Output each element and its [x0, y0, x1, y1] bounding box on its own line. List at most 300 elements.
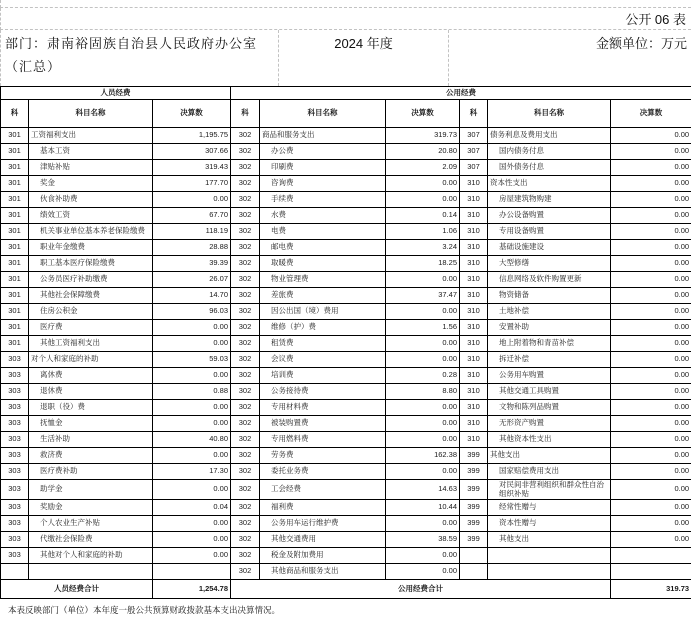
subject-name-cell: 公务接待费 [260, 384, 386, 400]
amount-cell: 0.00 [611, 320, 691, 336]
amount-unit-label: 金额单位：万元 [595, 36, 687, 51]
subject-name-cell: 国外债务付息 [488, 160, 611, 176]
table-row [1, 256, 691, 272]
subject-name-cell: 退职（役）费 [29, 400, 153, 416]
subject-name-cell: 其他工资福利支出 [29, 336, 153, 352]
subject-code-cell: 307 [460, 128, 488, 144]
subject-name-cell: 安置补助 [488, 320, 611, 336]
subject-code-cell: 301 [1, 160, 29, 176]
table-row [1, 464, 691, 480]
subject-name-cell: 医疗费补助 [29, 464, 153, 480]
table-row [1, 368, 691, 384]
subject-name-cell: 助学金 [29, 480, 153, 500]
amount-cell: 0.00 [611, 384, 691, 400]
subject-name-cell: 电费 [260, 224, 386, 240]
subject-name-cell: 物业管理费 [260, 272, 386, 288]
amount-cell: 17.30 [153, 464, 231, 480]
subject-name-cell: 税金及附加费用 [260, 548, 386, 564]
amount-cell: 0.00 [153, 400, 231, 416]
amount-cell: 0.14 [386, 208, 460, 224]
subject-code-cell: 301 [1, 256, 29, 272]
subject-code-cell [460, 548, 488, 564]
amount-cell: 0.00 [153, 320, 231, 336]
subject-code-cell: 310 [460, 368, 488, 384]
subject-name-cell: 无形资产购置 [488, 416, 611, 432]
subject-code-cell: 302 [231, 272, 260, 288]
amount-cell: 0.00 [153, 480, 231, 500]
amount-cell: 0.00 [386, 192, 460, 208]
amount-cell: 37.47 [386, 288, 460, 304]
table-row [1, 320, 691, 336]
sheet-label: 公开 06 表 [625, 12, 686, 27]
table-row [1, 288, 691, 304]
table-row [1, 500, 691, 516]
amount-cell: 0.00 [611, 464, 691, 480]
amount-cell: 319.43 [153, 160, 231, 176]
subject-name-cell: 专用燃料费 [260, 432, 386, 448]
subject-name-cell: 其他资本性支出 [488, 432, 611, 448]
amount-cell: 0.00 [611, 176, 691, 192]
table-row [1, 192, 691, 208]
amount-cell: 0.00 [611, 480, 691, 500]
subject-name-cell: 培训费 [260, 368, 386, 384]
table-row [1, 432, 691, 448]
subject-name-cell: 其他交通工具购置 [488, 384, 611, 400]
subject-code-cell: 302 [231, 416, 260, 432]
subject-code-cell [460, 564, 488, 580]
amount-cell: 59.03 [153, 352, 231, 368]
subject-name-cell: 其他社会保障缴费 [29, 288, 153, 304]
subject-name-cell: 基本工资 [29, 144, 153, 160]
subject-name-cell: 代缴社会保险费 [29, 532, 153, 548]
table-row [1, 208, 691, 224]
amount-cell: 0.00 [611, 208, 691, 224]
amount-cell: 0.00 [611, 448, 691, 464]
table-row [1, 532, 691, 548]
amount-cell: 0.00 [153, 448, 231, 464]
subject-name-cell: 资本性支出 [488, 176, 611, 192]
amount-cell: 0.00 [611, 224, 691, 240]
subject-name-cell: 救济费 [29, 448, 153, 464]
subject-code-cell: 307 [460, 144, 488, 160]
subject-name-cell: 房屋建筑物购建 [488, 192, 611, 208]
subject-name-cell: 劳务费 [260, 448, 386, 464]
subject-code-cell: 301 [1, 224, 29, 240]
subject-code-cell: 399 [460, 516, 488, 532]
subject-code-cell [1, 564, 29, 580]
subject-code-cell: 310 [460, 240, 488, 256]
subject-name-cell: 咨询费 [260, 176, 386, 192]
subject-code-cell: 303 [1, 384, 29, 400]
amount-cell [611, 564, 691, 580]
amount-cell: 0.00 [386, 400, 460, 416]
subject-code-cell: 302 [231, 432, 260, 448]
amount-column-header: 决算数 [153, 100, 231, 128]
amount-cell: 0.00 [386, 336, 460, 352]
personnel-total-value: 1,254.78 [153, 580, 231, 599]
table-row [1, 240, 691, 256]
subject-name-cell: 伙食补助费 [29, 192, 153, 208]
amount-cell: 0.00 [386, 272, 460, 288]
subject-name-cell: 手续费 [260, 192, 386, 208]
subject-code-cell: 310 [460, 352, 488, 368]
subject-code-cell: 302 [231, 448, 260, 464]
subject-code-cell: 303 [1, 480, 29, 500]
table-row [1, 384, 691, 400]
amount-cell: 0.00 [153, 192, 231, 208]
amount-cell: 0.00 [153, 532, 231, 548]
amount-cell: 0.00 [611, 352, 691, 368]
amount-cell: 177.70 [153, 176, 231, 192]
code-column-header: 科 [1, 100, 29, 128]
subject-code-cell: 303 [1, 432, 29, 448]
subject-name-cell [488, 548, 611, 564]
personnel-group-header: 人员经费 [1, 87, 231, 100]
subject-name-cell: 委托业务费 [260, 464, 386, 480]
subject-name-cell: 基础设施建设 [488, 240, 611, 256]
personnel-total-label: 人员经费合计 [1, 580, 153, 599]
budget-table [0, 86, 691, 599]
fiscal-year-label: 2024 年度 [279, 30, 449, 86]
amount-cell: 40.80 [153, 432, 231, 448]
subject-code-cell: 302 [231, 144, 260, 160]
table-row [1, 144, 691, 160]
subject-code-cell: 310 [460, 208, 488, 224]
table-body [1, 128, 691, 580]
amount-cell: 0.00 [153, 368, 231, 384]
subject-name-cell: 国家赔偿费用支出 [488, 464, 611, 480]
amount-cell: 0.00 [611, 532, 691, 548]
table-row [1, 160, 691, 176]
public-total-value: 319.73 [611, 580, 691, 599]
table-row [1, 448, 691, 464]
table-row [1, 128, 691, 144]
subject-name-cell: 对个人和家庭的补助 [29, 352, 153, 368]
amount-cell: 0.00 [611, 516, 691, 532]
table-row [1, 352, 691, 368]
amount-cell: 319.73 [386, 128, 460, 144]
table-row [1, 516, 691, 532]
subject-name-cell: 职业年金缴费 [29, 240, 153, 256]
subject-name-cell: 被装购置费 [260, 416, 386, 432]
subject-code-cell: 310 [460, 288, 488, 304]
amount-cell: 1.56 [386, 320, 460, 336]
subject-code-cell: 302 [231, 368, 260, 384]
subject-code-cell: 303 [1, 400, 29, 416]
amount-cell: 0.88 [153, 384, 231, 400]
table-row [1, 336, 691, 352]
amount-cell: 0.28 [386, 368, 460, 384]
subject-name-cell: 退休费 [29, 384, 153, 400]
subject-name-cell: 商品和服务支出 [260, 128, 386, 144]
subject-code-cell: 399 [460, 532, 488, 548]
subject-name-cell: 大型修缮 [488, 256, 611, 272]
subject-name-cell: 工资福利支出 [29, 128, 153, 144]
amount-cell: 67.70 [153, 208, 231, 224]
subject-name-cell: 办公设备购置 [488, 208, 611, 224]
amount-cell: 0.00 [153, 416, 231, 432]
subject-code-cell: 301 [1, 288, 29, 304]
subject-code-cell: 310 [460, 176, 488, 192]
subject-name-column-header: 科目名称 [488, 100, 611, 128]
subject-name-cell: 办公费 [260, 144, 386, 160]
subject-code-cell: 310 [460, 304, 488, 320]
amount-cell: 8.80 [386, 384, 460, 400]
subject-name-cell: 生活补助 [29, 432, 153, 448]
amount-cell: 28.88 [153, 240, 231, 256]
subject-name-cell: 取暖费 [260, 256, 386, 272]
subject-name-cell: 工会经费 [260, 480, 386, 500]
subject-name-cell: 离休费 [29, 368, 153, 384]
code-column-header: 科 [231, 100, 260, 128]
amount-cell: 0.00 [386, 548, 460, 564]
table-row [1, 224, 691, 240]
amount-cell: 2.09 [386, 160, 460, 176]
subject-code-cell: 303 [1, 352, 29, 368]
subject-name-cell: 专用材料费 [260, 400, 386, 416]
amount-cell: 96.03 [153, 304, 231, 320]
subject-code-cell: 302 [231, 400, 260, 416]
subject-code-cell: 302 [231, 304, 260, 320]
department-label: 部门：肃南裕固族自治县人民政府办公室（汇总） [5, 36, 258, 74]
subject-name-cell: 医疗费 [29, 320, 153, 336]
amount-cell: 0.00 [611, 432, 691, 448]
amount-cell: 10.44 [386, 500, 460, 516]
subject-code-cell: 301 [1, 192, 29, 208]
amount-cell: 1,195.75 [153, 128, 231, 144]
subject-name-cell: 文物和陈列品购置 [488, 400, 611, 416]
subject-name-cell [29, 564, 153, 580]
amount-cell: 0.00 [611, 500, 691, 516]
subject-name-cell: 差旅费 [260, 288, 386, 304]
subject-name-column-header: 科目名称 [29, 100, 153, 128]
table-row [1, 304, 691, 320]
sheet-header-row [0, 8, 691, 30]
subject-name-cell: 经常性赠与 [488, 500, 611, 516]
amount-cell: 0.00 [611, 256, 691, 272]
subject-code-cell: 302 [231, 256, 260, 272]
subject-code-cell: 302 [231, 464, 260, 480]
subject-code-cell: 302 [231, 128, 260, 144]
subject-name-cell: 其他交通费用 [260, 532, 386, 548]
subject-name-cell: 国内债务付息 [488, 144, 611, 160]
amount-cell: 0.00 [386, 304, 460, 320]
subject-name-cell: 其他对个人和家庭的补助 [29, 548, 153, 564]
subject-code-cell: 310 [460, 336, 488, 352]
subject-code-cell: 302 [231, 192, 260, 208]
subject-name-cell: 津贴补贴 [29, 160, 153, 176]
subject-code-cell: 302 [231, 208, 260, 224]
subject-name-cell [488, 564, 611, 580]
public-group-header: 公用经费 [231, 87, 691, 100]
amount-cell: 0.00 [153, 336, 231, 352]
subject-code-cell: 302 [231, 320, 260, 336]
subject-code-cell: 302 [231, 224, 260, 240]
table-row [1, 416, 691, 432]
code-column-header: 科 [460, 100, 488, 128]
top-grid-strip [0, 0, 691, 8]
subject-name-cell: 对民间非营利组织和群众性自治组织补贴 [488, 480, 611, 500]
report-meta-row [0, 30, 691, 86]
group-header-row [1, 87, 691, 100]
subject-name-cell: 奖金 [29, 176, 153, 192]
totals-row [1, 580, 691, 599]
amount-cell: 0.00 [611, 240, 691, 256]
subject-code-cell: 301 [1, 176, 29, 192]
subject-name-cell: 职工基本医疗保险缴费 [29, 256, 153, 272]
subject-name-cell: 债务利息及费用支出 [488, 128, 611, 144]
subject-name-cell: 其他支出 [488, 448, 611, 464]
subject-code-cell: 302 [231, 160, 260, 176]
subject-code-cell: 301 [1, 304, 29, 320]
subject-code-cell: 301 [1, 336, 29, 352]
table-row [1, 272, 691, 288]
amount-cell: 38.59 [386, 532, 460, 548]
subject-code-cell: 302 [231, 352, 260, 368]
table-row [1, 548, 691, 564]
subject-code-cell: 303 [1, 548, 29, 564]
subject-name-cell: 公务用车购置 [488, 368, 611, 384]
subject-code-cell: 302 [231, 480, 260, 500]
subject-code-cell: 307 [460, 160, 488, 176]
amount-cell: 0.00 [153, 516, 231, 532]
subject-code-cell: 302 [231, 384, 260, 400]
amount-cell: 3.24 [386, 240, 460, 256]
subject-name-cell: 住房公积金 [29, 304, 153, 320]
subject-name-cell: 专用设备购置 [488, 224, 611, 240]
subject-name-cell: 其他商品和服务支出 [260, 564, 386, 580]
subject-code-cell: 302 [231, 532, 260, 548]
subject-code-cell: 310 [460, 416, 488, 432]
subject-code-cell: 399 [460, 448, 488, 464]
amount-cell: 1.06 [386, 224, 460, 240]
subject-name-cell: 奖励金 [29, 500, 153, 516]
subject-code-cell: 301 [1, 240, 29, 256]
amount-cell: 0.00 [386, 564, 460, 580]
subject-code-cell: 302 [231, 240, 260, 256]
amount-cell: 0.00 [386, 352, 460, 368]
public-total-label: 公用经费合计 [231, 580, 611, 599]
subject-code-cell: 310 [460, 384, 488, 400]
amount-cell: 0.00 [611, 144, 691, 160]
subject-code-cell: 303 [1, 416, 29, 432]
amount-cell: 0.00 [611, 192, 691, 208]
amount-cell: 0.04 [153, 500, 231, 516]
subject-code-cell: 310 [460, 192, 488, 208]
amount-cell: 26.07 [153, 272, 231, 288]
amount-cell: 14.63 [386, 480, 460, 500]
subject-name-cell: 公务员医疗补助缴费 [29, 272, 153, 288]
subject-name-cell: 会议费 [260, 352, 386, 368]
table-row [1, 176, 691, 192]
subject-name-cell: 个人农业生产补贴 [29, 516, 153, 532]
amount-cell: 0.00 [386, 464, 460, 480]
amount-cell: 18.25 [386, 256, 460, 272]
subject-name-cell: 印刷费 [260, 160, 386, 176]
subject-code-cell: 310 [460, 256, 488, 272]
subject-name-cell: 信息网络及软件购置更新 [488, 272, 611, 288]
department-cell [1, 30, 279, 86]
amount-cell: 39.39 [153, 256, 231, 272]
amount-cell: 0.00 [611, 272, 691, 288]
column-header-row [1, 100, 691, 128]
subject-code-cell: 301 [1, 144, 29, 160]
subject-code-cell: 302 [231, 288, 260, 304]
subject-name-column-header: 科目名称 [260, 100, 386, 128]
amount-cell: 0.00 [611, 304, 691, 320]
amount-cell: 0.00 [611, 128, 691, 144]
subject-name-cell: 邮电费 [260, 240, 386, 256]
subject-name-cell: 资本性赠与 [488, 516, 611, 532]
amount-cell: 0.00 [386, 416, 460, 432]
table-row [1, 400, 691, 416]
subject-code-cell: 303 [1, 464, 29, 480]
subject-name-cell: 维修（护）费 [260, 320, 386, 336]
subject-code-cell: 310 [460, 320, 488, 336]
subject-name-cell: 物资储备 [488, 288, 611, 304]
amount-column-header: 决算数 [386, 100, 460, 128]
amount-cell: 118.19 [153, 224, 231, 240]
subject-code-cell: 310 [460, 272, 488, 288]
subject-code-cell: 302 [231, 516, 260, 532]
amount-cell: 20.80 [386, 144, 460, 160]
subject-name-cell: 地上附着物和青苗补偿 [488, 336, 611, 352]
amount-cell: 14.70 [153, 288, 231, 304]
subject-code-cell: 303 [1, 448, 29, 464]
subject-code-cell: 301 [1, 128, 29, 144]
subject-code-cell: 301 [1, 208, 29, 224]
subject-code-cell: 303 [1, 500, 29, 516]
subject-name-cell: 因公出国（境）费用 [260, 304, 386, 320]
subject-name-cell: 福利费 [260, 500, 386, 516]
amount-cell [611, 548, 691, 564]
amount-cell: 0.00 [611, 416, 691, 432]
subject-name-cell: 机关事业单位基本养老保险缴费 [29, 224, 153, 240]
subject-name-cell: 公务用车运行维护费 [260, 516, 386, 532]
subject-code-cell: 399 [460, 480, 488, 500]
subject-name-cell: 其他支出 [488, 532, 611, 548]
subject-code-cell: 301 [1, 272, 29, 288]
table-row [1, 564, 691, 580]
amount-cell: 162.38 [386, 448, 460, 464]
subject-name-cell: 土地补偿 [488, 304, 611, 320]
subject-code-cell: 302 [231, 176, 260, 192]
amount-cell: 307.66 [153, 144, 231, 160]
subject-name-cell: 租赁费 [260, 336, 386, 352]
subject-code-cell: 301 [1, 320, 29, 336]
subject-code-cell: 310 [460, 224, 488, 240]
subject-code-cell: 302 [231, 500, 260, 516]
subject-code-cell: 303 [1, 516, 29, 532]
subject-code-cell: 310 [460, 400, 488, 416]
table-row [1, 480, 691, 500]
subject-name-cell: 拆迁补偿 [488, 352, 611, 368]
subject-code-cell: 302 [231, 548, 260, 564]
amount-cell [153, 564, 231, 580]
amount-cell: 0.00 [611, 400, 691, 416]
amount-cell: 0.00 [611, 336, 691, 352]
amount-cell: 0.00 [611, 288, 691, 304]
footnote: 本表反映部门（单位）本年度一般公共预算财政拨款基本支出决算情况。 [8, 605, 281, 616]
amount-cell: 0.00 [611, 160, 691, 176]
amount-cell: 0.00 [611, 368, 691, 384]
subject-code-cell: 302 [231, 564, 260, 580]
amount-column-header: 决算数 [611, 100, 691, 128]
amount-cell: 0.00 [386, 432, 460, 448]
subject-code-cell: 302 [231, 336, 260, 352]
subject-code-cell: 399 [460, 500, 488, 516]
subject-name-cell: 绩效工资 [29, 208, 153, 224]
